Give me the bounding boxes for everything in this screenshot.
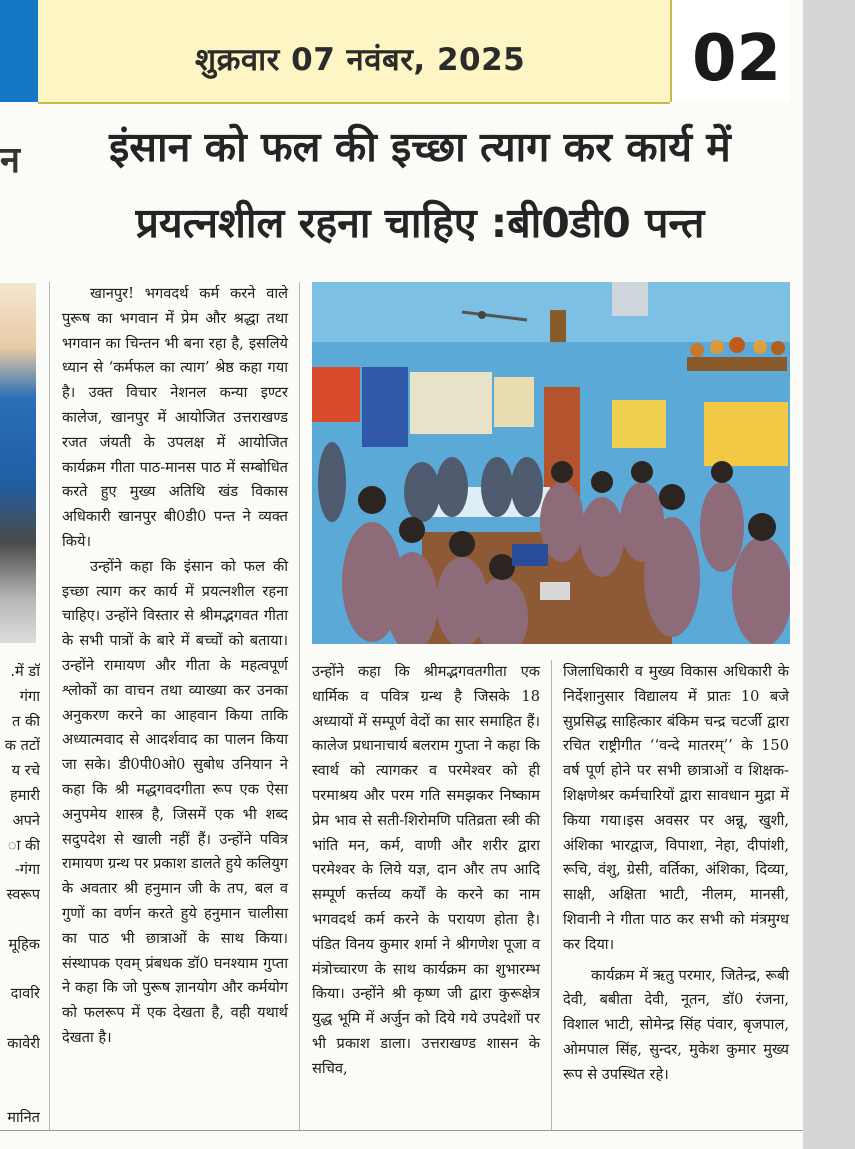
text-fragment: ा की bbox=[7, 836, 40, 854]
bottom-rule bbox=[0, 1130, 803, 1131]
text-fragment: मानित bbox=[7, 1109, 40, 1127]
adjacent-headline-fragment: न bbox=[0, 140, 20, 181]
paragraph: कार्यक्रम में ऋतु परमार, जितेन्द्र, रूबी देवी, बबीता देवी, नूतन, डॉ0 रंजना, विशाल भाटी, सोमेन्द्र सिंह पंवार, बृजपाल, ओमपाल सिंह, सुन्दर, मुकेश कुमार मुख्य रूप से उपस्थित रहे। bbox=[563, 966, 789, 1083]
text-fragment bbox=[0, 1007, 40, 1032]
article-column-1 bbox=[62, 282, 288, 1051]
paragraph: जिलाधिकारी व मुख्य विकास अधिकारी के निर्देशानुसार विद्यालय में प्रातः 10 बजे सुप्रसिद्ध साहित्कार बंकिम चन्द्र चटर्जी द्वारा रचित राष्ट्रीगीत ‘‘वन्दे मातरम्’’ के 150 वर्ष पूर्ण होने पर सभी छात्राओं व शिक्षक-शिक्षणेश्रर कर्मचारियों द्वारा सावधान मुद्रा में किया गया।इस अवसर पर अन्नू, खुशी, अंशिका भारद्वाज, विपाशा, नेहा, दीपांशी, रूचि, वंशु, ग्रेसी, वर्तिका, अंशिका, दिव्या, साक्षी, अक्षिता भाटी, नीलम, मानसी, शिवानी ने गीता पाठ कर सभी को मंत्रमुग्ध कर दिया। bbox=[563, 663, 789, 953]
text-fragment: हमारी bbox=[9, 786, 40, 804]
paragraph: उन्होंने कहा कि श्रीमद्भगवतगीता एक धार्मिक व पवित्र ग्रन्थ है जिसके 18 अध्यायों में सम्पूर्ण वेदों का सार समाहित हैं।कालेज प्रधानाचार्य बलराम गुप्ता ने कहा कि स्वार्थ को त्यागकर व परमेश्वर को ही परमाश्रय और परम गति समझकर निष्काम प्रेम भाव से सती-शिरोमणि पतिव्रता स्त्री की भांति मन, कर्म, वाणी और शरीर द्वारा परमेश्वर के लिये यज्ञ, दान और तप आदि सम्पूर्ण कर्त्तव्य कर्यों के करने का नाम भगवदर्थ कर्म करने के परायण होता है। पंडित विनय कुमार शर्मा ने श्रीगणेश पूजा व मंत्रोच्चारण के साथ कार्यक्रम का शुभारम्भ किया। उन्होंने श्री कृष्ण जी द्वारा कुरूक्षेत्र युद्ध भूमि में अर्जुन को दिये गये उपदेशों पर भी प्रकाश डाला। उत्तराखण्ड शासन के सचिव, bbox=[312, 663, 540, 1077]
paragraph: खानपुर! भगवदर्थ कर्म करने वाले पुरूष का भगवान में प्रेम और श्रद्धा तथा भगवान का चिन्तन भी बना रहा है, इसलिये ध्यान से ‘कर्मफल का त्याग’ श्रेष्ठ कहा गया है। उक्त विचार नेशनल कन्या इण्टर कालेज, खानपुर में आयोजित उत्तराखण्ड रजत जंयती के उपलक्ष में आयोजित कार्यक्रम गीता पाठ-मानस पाठ में सम्बोधित करते हुए मुख्य अतिथि खंड विकास अधिकारी खानपुर बी0डी0 पन्त ने व्यक्त किये। bbox=[62, 285, 288, 550]
text-fragment: गंगा- bbox=[14, 861, 40, 879]
text-fragment bbox=[0, 908, 40, 933]
text-fragment: क तटों bbox=[4, 737, 40, 755]
text-fragment bbox=[0, 1057, 40, 1082]
text-fragment: में डॉ. bbox=[10, 663, 40, 680]
text-fragment: स्वरूप bbox=[6, 886, 40, 904]
event-photo bbox=[312, 282, 790, 644]
adjacent-article-column bbox=[0, 660, 40, 1131]
text-fragment: मूहिक bbox=[8, 935, 40, 953]
article-column-2 bbox=[312, 660, 540, 1082]
text-fragment: त की bbox=[12, 712, 40, 730]
article-column-3 bbox=[563, 660, 789, 1088]
column-divider bbox=[49, 282, 50, 1130]
text-fragment: अपने bbox=[12, 811, 40, 829]
masthead-accent-bar bbox=[0, 0, 38, 102]
column-divider bbox=[299, 282, 300, 1130]
text-fragment: गंगा bbox=[19, 687, 40, 705]
scan-gutter bbox=[803, 0, 855, 1149]
page-number: 02 bbox=[692, 22, 782, 96]
paragraph: उन्होंने कहा कि इंसान को फल की इच्छा त्याग कर कार्य में प्रयत्नशील रहना चाहिए। उन्होंने विस्तार से श्रीमद्भगवत गीता के सभी पात्रों के बारे में बच्चों को बताया। उन्होंने रामायण और गीता के महत्वपूर्ण श्लोकों का वाचन तथा व्याख्या कर उनका अनुकरण करने का आहवान किया ताकि अध्यात्मवाद से आदर्शवाद का पालन किया जा सके। डी0पी0ओ0 सुबोध उनियान ने कहा कि श्री मद्धगवदगीता रूप एक ऐसा अनुपमेय शास्त्र है, जिसमें एक भी शब्द सदुपदेश से खाली नहीं हैं। उन्होंने पवित्र रामायण ग्रन्थ पर प्रकाश डालते हुये कलियुग के अवतार श्री हनुमान जी के तप, बल व गुणों का वर्णन करते हुये हनुमान चालीसा का पाठ भी छात्राओं के साथ किया।संस्थापक एवम् प्रंबधक डॉ0 घनश्याम गुप्ता ने कहा कि जो पुरूष ज्ञानयोग और कर्मयोग को फलरूप में एक देखता है, वही यथार्थ देखता है। bbox=[62, 557, 288, 1046]
text-fragment: य रचे bbox=[11, 762, 40, 780]
text-fragment bbox=[0, 958, 40, 983]
classroom-scene bbox=[312, 282, 790, 644]
text-fragment: दावरि bbox=[10, 985, 40, 1003]
headline-line-2: प्रयत्नशील रहना चाहिए :बी0डी0 पन्त bbox=[135, 199, 705, 247]
column-divider bbox=[551, 660, 552, 1130]
text-fragment bbox=[0, 1082, 40, 1107]
adjacent-article-photo bbox=[0, 283, 36, 643]
text-fragment: कावेरी bbox=[7, 1034, 40, 1052]
dateline: शुक्रवार 07 नवंबर, 2025 bbox=[195, 42, 526, 78]
headline-line-1: इंसान को फल की इच्छा त्याग कर कार्य में bbox=[109, 123, 731, 171]
